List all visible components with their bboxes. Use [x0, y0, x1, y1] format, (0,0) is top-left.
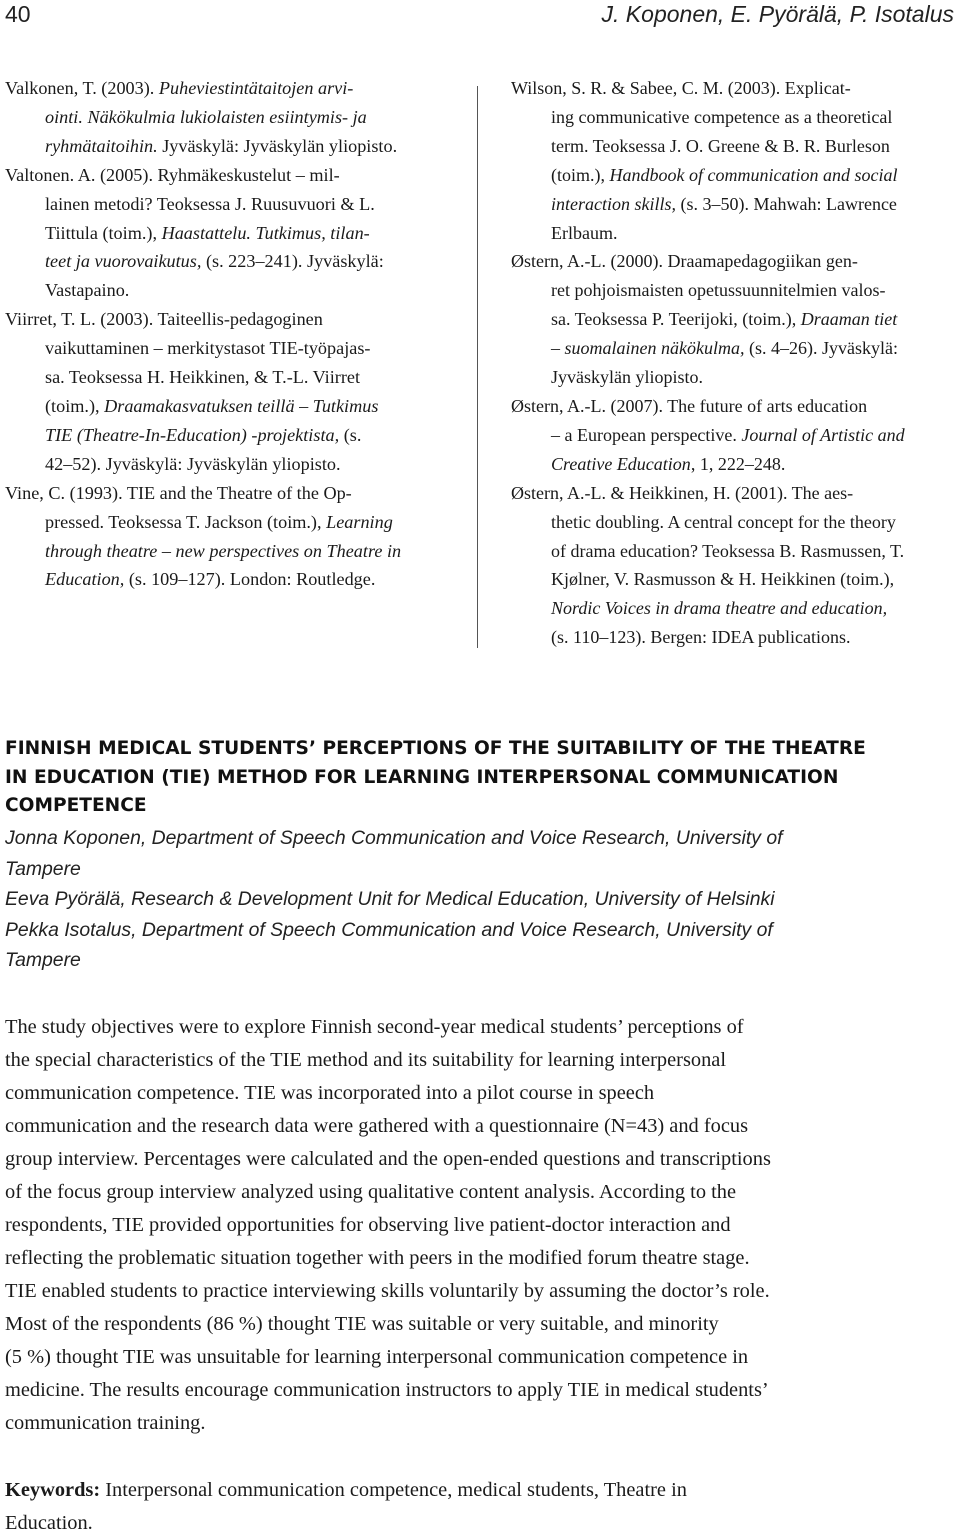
- reference-text: Østern, A.-L. (2000). Draamapedagogiikan gen-: [511, 251, 858, 272]
- reference-text: term. Teoksessa J. O. Greene & B. R. Burleson: [551, 135, 890, 156]
- reference-text: ing communicative competence as a theoretical: [551, 106, 893, 127]
- reference-text: Valtonen. A. (2005). Ryhmäkeskustelut – mil-: [5, 164, 340, 185]
- reference-line: [511, 392, 957, 421]
- reference-line: [5, 161, 435, 190]
- reference-line: [511, 190, 957, 219]
- reference-title-text: Journal of Artistic and: [741, 424, 905, 445]
- reference-entry: [5, 74, 435, 161]
- reference-text: (s. 223–241). Jyväskylä:: [201, 251, 384, 272]
- reference-text: pressed. Teoksessa T. Jackson (toim.),: [45, 511, 327, 532]
- abstract-line: of the focus group interview analyzed using qualitative content analysis. According to the: [5, 1181, 737, 1203]
- reference-entry: [5, 161, 435, 306]
- reference-text: ret pohjoismaisten opetussuunnitelmien valos-: [551, 280, 886, 301]
- abstract-title-line: IN EDUCATION (TIE) METHOD FOR LEARNING INTERPERSONAL COMMUNICATION: [5, 766, 839, 788]
- keywords-label: Keywords:: [5, 1479, 101, 1501]
- reference-text: – a European perspective.: [551, 424, 742, 445]
- abstract-line: TIE enabled students to practice interviewing skills voluntarily by assuming the doctor’s role.: [5, 1280, 770, 1302]
- reference-line: [511, 247, 957, 276]
- reference-line: [511, 363, 957, 392]
- reference-line: [511, 305, 957, 334]
- reference-text: lainen metodi? Teoksessa J. Ruusuvuori & L.: [45, 193, 375, 214]
- reference-title-text: through theatre – new perspectives on Theatre in: [45, 540, 402, 561]
- reference-text: 42–52). Jyväskylä: Jyväskylän yliopisto.: [45, 453, 341, 474]
- reference-title-text: Haastattelu. Tutkimus, tilan-: [161, 222, 370, 243]
- reference-line: [5, 334, 435, 363]
- reference-text: sa. Teoksessa H. Heikkinen, & T.-L. Viirret: [45, 367, 361, 388]
- reference-text: of drama education? Teoksessa B. Rasmussen, T.: [551, 540, 905, 561]
- reference-entry: [511, 74, 957, 247]
- reference-text: Viirret, T. L. (2003). Taiteellis-pedagoginen: [5, 309, 323, 330]
- reference-text: (s. 3–50). Mahwah: Lawrence: [676, 193, 897, 214]
- reference-title-text: teet ja vuorovaikutus,: [45, 251, 202, 272]
- reference-line: [5, 247, 435, 276]
- reference-title-text: Creative Education: [551, 453, 691, 474]
- page-number: 40: [5, 1, 31, 27]
- reference-entry: [5, 305, 435, 478]
- reference-line: [5, 276, 435, 305]
- author-line: Pekka Isotalus, Department of Speech Communication and Voice Research, University of: [5, 918, 773, 941]
- reference-title-text: TIE (Theatre-In-Education) -projektista,: [45, 424, 340, 445]
- reference-text: Østern, A.-L. & Heikkinen, H. (2001). The aes-: [511, 482, 854, 503]
- reference-text: (s.: [339, 424, 362, 445]
- reference-line: [511, 132, 957, 161]
- reference-line: [5, 363, 435, 392]
- reference-line: [5, 103, 435, 132]
- running-head: J. Koponen, E. Pyörälä, P. Isotalus: [601, 1, 954, 27]
- reference-text: Jyväskylän yliopisto.: [551, 367, 703, 388]
- reference-entry: [511, 392, 957, 479]
- reference-title-text: Draamakasvatuksen teillä – Tutkimus: [104, 395, 379, 416]
- reference-title-text: ryhmätaitoihin.: [45, 135, 158, 156]
- reference-text: Vastapaino.: [45, 280, 130, 301]
- reference-line: [511, 623, 957, 652]
- reference-text: (toim.),: [551, 164, 610, 185]
- reference-line: [5, 132, 435, 161]
- reference-text: sa. Teoksessa P. Teerijoki, (toim.),: [551, 309, 801, 330]
- reference-title-text: Handbook of communication and social: [609, 164, 898, 185]
- abstract-line: communication and the research data were gathered with a questionnaire (N=43) and focus: [5, 1115, 749, 1137]
- reference-line: [5, 537, 435, 566]
- abstract-line: the special characteristics of the TIE method and its suitability for learning interpersonal: [5, 1049, 726, 1071]
- author-line: Jonna Koponen, Department of Speech Communication and Voice Research, University of: [5, 827, 783, 849]
- column-divider: [477, 86, 478, 648]
- reference-entry: [511, 479, 957, 652]
- reference-text: Kjølner, V. Rasmusson & H. Heikkinen (toim.),: [551, 569, 895, 590]
- reference-list-left: [5, 74, 435, 594]
- reference-text: Vine, C. (1993). TIE and the Theatre of the Op-: [5, 482, 352, 503]
- reference-line: [5, 219, 435, 248]
- reference-title-text: Draaman tiet: [800, 309, 898, 330]
- reference-line: [5, 450, 435, 479]
- reference-text: (s. 110–123). Bergen: IDEA publications.: [551, 627, 851, 648]
- keywords: [5, 1474, 950, 1540]
- reference-line: [511, 334, 957, 363]
- abstract-line: (5 %) thought TIE was unsuitable for learning interpersonal communication competence in: [5, 1346, 749, 1368]
- reference-title-text: Learning: [326, 511, 393, 532]
- reference-list-right: [511, 74, 957, 652]
- reference-line: [511, 594, 957, 623]
- reference-line: [5, 392, 435, 421]
- reference-text: vaikuttaminen – merkitystasot TIE-työpajas-: [45, 338, 371, 359]
- reference-line: [5, 421, 435, 450]
- author-line: Tampere: [5, 857, 81, 880]
- reference-title-text: interaction skills,: [551, 193, 676, 214]
- reference-text: Tiittula (toim.),: [45, 222, 162, 243]
- reference-text: Wilson, S. R. & Sabee, C. M. (2003). Explicat-: [511, 78, 851, 98]
- reference-title-text: Puheviestintätaitojen arvi-: [158, 78, 354, 98]
- reference-line: [511, 74, 957, 103]
- reference-text: (s. 4–26). Jyväskylä:: [744, 338, 898, 359]
- reference-line: [5, 305, 435, 334]
- abstract-line: medicine. The results encourage communication instructors to apply TIE in medical students’: [5, 1379, 769, 1401]
- abstract-line: respondents, TIE provided opportunities for observing live patient-doctor interaction and: [5, 1214, 731, 1236]
- author-line: Tampere: [5, 949, 81, 971]
- reference-line: [511, 421, 957, 450]
- reference-entry: [511, 247, 957, 392]
- abstract-title: [5, 735, 905, 821]
- reference-line: [511, 103, 957, 132]
- abstract-line: The study objectives were to explore Finnish second-year medical students’ perceptions of: [5, 1016, 744, 1038]
- reference-text: Erlbaum.: [551, 222, 618, 243]
- abstract-line: Most of the respondents (86 %) thought TIE was suitable or very suitable, and minority: [5, 1313, 719, 1335]
- reference-title-text: Education,: [45, 569, 125, 590]
- reference-text: Jyväskylä: Jyväskylän yliopisto.: [157, 135, 398, 156]
- reference-text: (toim.),: [45, 395, 105, 416]
- reference-line: [5, 479, 435, 508]
- reference-text: thetic doubling. A central concept for the theory: [551, 511, 896, 532]
- abstract-line: reflecting the problematic situation together with peers in the modified forum theatre stage.: [5, 1247, 750, 1269]
- abstract-title-line: FINNISH MEDICAL STUDENTS’ PERCEPTIONS OF THE SUITABILITY OF THE THEATRE: [5, 738, 866, 759]
- keywords-line: Education.: [5, 1512, 93, 1534]
- reference-line: [511, 276, 957, 305]
- author-line: Eeva Pyörälä, Research & Development Unit for Medical Education, University of Helsinki: [5, 888, 775, 910]
- reference-title-text: – suomalainen näkökulma,: [551, 338, 745, 359]
- reference-text: , 1, 222–248.: [690, 453, 786, 474]
- reference-line: [511, 565, 957, 594]
- reference-line: [511, 450, 957, 479]
- reference-line: [511, 479, 957, 508]
- reference-line: [511, 537, 957, 566]
- reference-line: [511, 161, 957, 190]
- reference-text: Valkonen, T. (2003).: [5, 78, 159, 98]
- abstract-line: group interview. Percentages were calculated and the open-ended questions and transcriptions: [5, 1148, 771, 1170]
- abstract-body: [5, 1011, 950, 1440]
- author-list: [5, 823, 905, 976]
- reference-line: [5, 74, 435, 103]
- reference-line: [5, 508, 435, 537]
- reference-entry: [5, 479, 435, 595]
- keywords-line: Interpersonal communication competence, medical students, Theatre in: [100, 1479, 687, 1501]
- abstract-line: communication competence. TIE was incorporated into a pilot course in speech: [5, 1082, 655, 1104]
- reference-line: [5, 190, 435, 219]
- abstract-line: communication training.: [5, 1412, 206, 1434]
- reference-line: [511, 219, 957, 248]
- reference-line: [5, 565, 435, 594]
- reference-line: [511, 508, 957, 537]
- reference-title-text: ointi. Näkökulmia lukiolaisten esiintymis- ja: [45, 106, 367, 127]
- reference-title-text: Nordic Voices in drama theatre and education,: [551, 598, 888, 619]
- reference-text: (s. 109–127). London: Routledge.: [124, 569, 376, 590]
- abstract-title-line: COMPETENCE: [5, 795, 147, 816]
- reference-text: Østern, A.-L. (2007). The future of arts education: [511, 395, 868, 416]
